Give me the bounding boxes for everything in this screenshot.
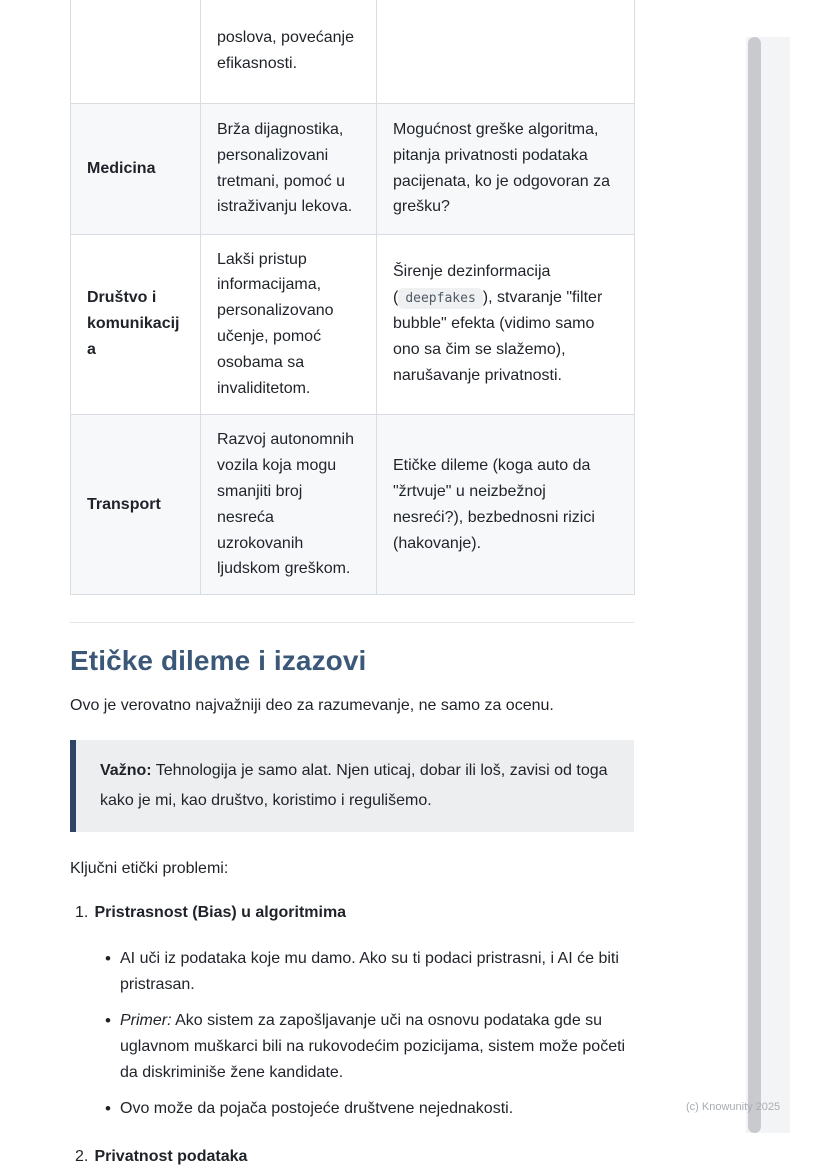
side-panel bbox=[746, 37, 790, 1133]
bullet-text: AI uči iz podataka koje mu damo. Ako su ti podaci pristrasni, i AI će biti pristrasan. bbox=[120, 950, 619, 994]
problem-title: Privatnost podataka bbox=[94, 1147, 248, 1165]
risks-text-after: ), stvaranje "filter bubble" efekta (vidimo samo ono sa čim se slažemo), narušavanje privatnosti. bbox=[393, 289, 603, 385]
risks-cell: Etičke dileme (koga auto da "žrtvuje" u neizbežnoj nesreći?), bezbednosni rizici (hakovanje). bbox=[377, 414, 635, 594]
table-row bbox=[71, 103, 635, 234]
benefits-cell: Razvoj autonomnih vozila koja mogu smanjiti broj nesreća uzrokovanih ljudskom greškom. bbox=[201, 414, 377, 594]
problem-title: Pristrasnost (Bias) u algoritmima bbox=[94, 903, 347, 921]
problem-item-privacy bbox=[70, 1144, 634, 1170]
category-cell: Transport bbox=[71, 414, 201, 594]
bullet-text: Ako sistem za zapošljavanje uči na osnovu podataka gde su uglavnom muškarci bili na rukovodećim pozicijama, sistem može početi da diskriminiše žene kandidate. bbox=[120, 1012, 626, 1081]
risks-cell: Mogućnost greške algoritma, pitanja privatnosti podataka pacijenata, ko je odgovoran za grešku? bbox=[377, 103, 635, 234]
content-column bbox=[70, 0, 634, 1169]
bullet-text: Ovo može da pojača postojeće društvene nejednakosti. bbox=[120, 1099, 514, 1117]
category-cell: Društvo i komunikacija bbox=[71, 234, 201, 414]
bullet-item bbox=[70, 1096, 634, 1122]
callout-text: Tehnologija je samo alat. Njen uticaj, dobar ili loš, zavisi od toga kako je mi, kao društvo, koristimo i regulišemo. bbox=[100, 761, 608, 809]
ai-impact-table bbox=[70, 0, 635, 595]
inline-code-deepfakes: deepfakes bbox=[398, 288, 482, 309]
section-heading: Etičke dileme i izazovi bbox=[70, 645, 367, 677]
footer-credit: (c) Knowunity 2025 bbox=[686, 1101, 781, 1113]
problem-number: 2. bbox=[75, 1147, 89, 1165]
callout-paragraph bbox=[100, 756, 610, 815]
bullet-lead-italic: Primer: bbox=[120, 1012, 172, 1030]
callout-label: Važno: bbox=[100, 761, 152, 779]
risks-text-before: Širenje dezinformacija ( bbox=[393, 263, 551, 307]
category-cell bbox=[71, 0, 201, 103]
benefits-cell: Lakši pristup informacijama, personalizovano učenje, pomoć osobama sa invaliditetom. bbox=[201, 234, 377, 414]
table-row bbox=[71, 414, 635, 594]
table-row bbox=[71, 0, 635, 103]
bullet-item bbox=[70, 1008, 634, 1086]
bullet-list bbox=[70, 946, 634, 1121]
bullet-item bbox=[70, 946, 634, 998]
important-callout bbox=[70, 740, 634, 832]
risks-cell bbox=[377, 234, 635, 414]
problem-item-bias bbox=[70, 900, 634, 1122]
table-row bbox=[71, 234, 635, 414]
category-cell: Medicina bbox=[71, 103, 201, 234]
intro-paragraph: Ovo je verovatno najvažniji deo za razumevanje, ne samo za ocenu. bbox=[70, 697, 554, 715]
scrollbar-thumb[interactable] bbox=[748, 37, 761, 1133]
problem-heading-row bbox=[70, 1144, 634, 1170]
problem-number: 1. bbox=[75, 903, 89, 921]
list-intro: Ključni etički problemi: bbox=[70, 860, 229, 878]
problem-heading-row bbox=[70, 900, 634, 926]
ethics-problems-list bbox=[70, 900, 634, 1170]
section-divider bbox=[70, 622, 634, 623]
benefits-cell: Brža dijagnostika, personalizovani tretmani, pomoć u istraživanju lekova. bbox=[201, 103, 377, 234]
benefits-cell: poslova, povećanje efikasnosti. bbox=[201, 0, 377, 103]
risks-cell bbox=[377, 0, 635, 103]
